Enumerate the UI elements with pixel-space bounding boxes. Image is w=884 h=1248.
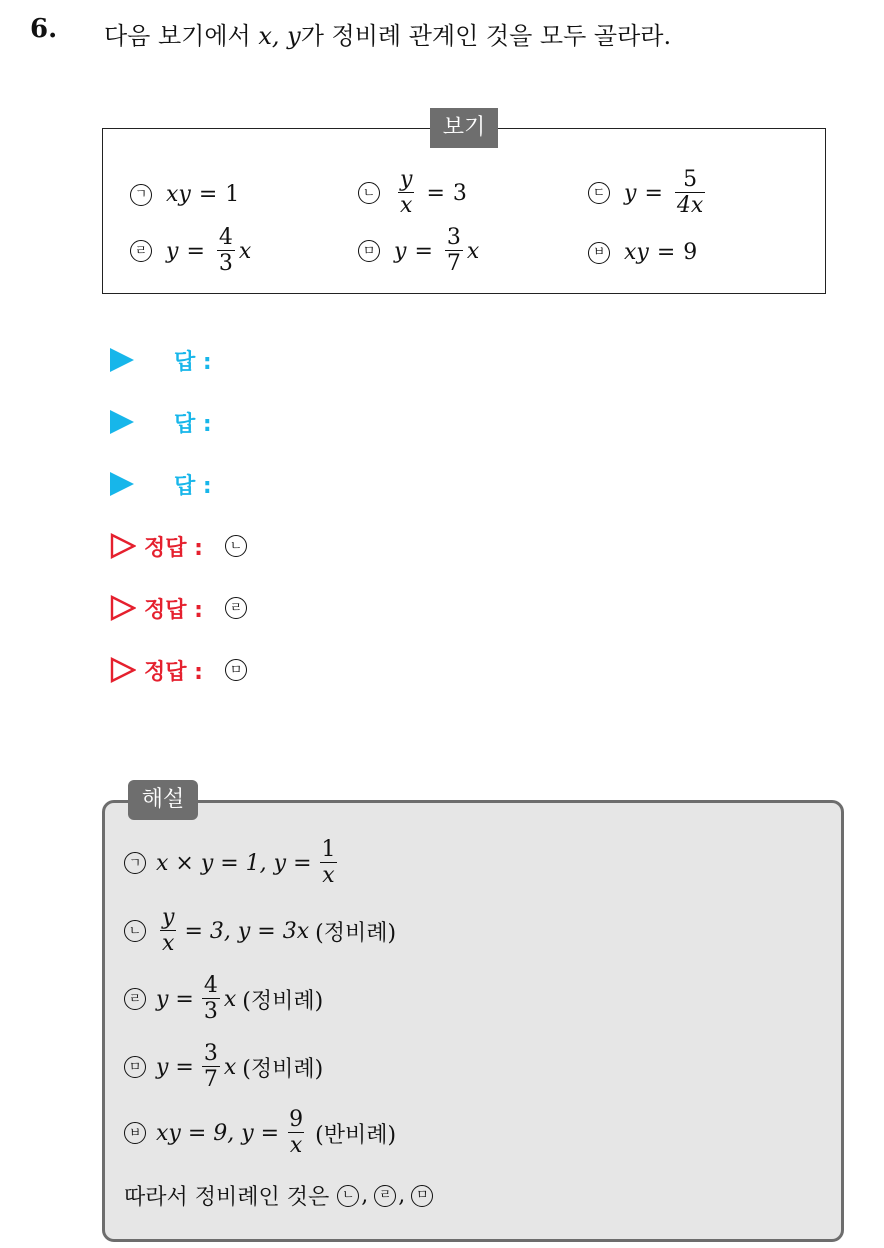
explanation-line-5: ㅂ xy = 9, y = $\frac{9}{x}$ (반비례) xyxy=(124,1108,396,1158)
question-vars: x, y xyxy=(258,22,301,50)
bogi-option-4: ㄹ y = $\frac{4}{3}$ x xyxy=(130,226,251,276)
correct-row-2 xyxy=(110,590,261,626)
correct-label: 정답 : xyxy=(144,597,203,623)
bogi-option-6: ㅂ xy = 9 xyxy=(588,240,697,265)
explanation-line-2: ㄴ $\frac{y}{x}$ = 3, y = 3x (정비례) xyxy=(124,906,396,956)
bogi-option-2: ㄴ $\frac{y}{x}$ = 3 xyxy=(358,168,467,218)
correct-value: ㄴ xyxy=(225,535,247,557)
explanation-line-4: ㅁ y = $\frac{3}{7}$ x (정비례) xyxy=(124,1042,323,1092)
answer-row-1 xyxy=(110,342,212,378)
explanation-line-1: ㄱ x × y = 1, y = $\frac{1}{x}$ xyxy=(124,838,342,888)
explanation-label: 해설 xyxy=(128,780,198,820)
option-2-fraction: $\frac{y}{x}$ xyxy=(400,167,413,219)
question-number: 6. xyxy=(30,14,58,44)
correct-label: 정답 : xyxy=(144,535,203,561)
answer-row-3 xyxy=(110,466,212,502)
option-5-fraction: $\frac{3}{7}$ xyxy=(446,225,461,277)
option-1-rhs: 1 xyxy=(225,182,240,207)
question-text-before: 다음 보기에서 xyxy=(104,22,259,50)
correct-label: 정답 : xyxy=(144,659,203,685)
filled-triangle-icon xyxy=(110,348,134,372)
question-text xyxy=(104,16,671,51)
option-2-rhs: 3 xyxy=(452,180,467,206)
circle-mark-mieum: ㅁ xyxy=(358,240,380,262)
correct-value: ㄹ xyxy=(225,597,247,619)
bogi-option-3: ㄷ y = $\frac{5}{4x}$ xyxy=(588,168,709,218)
filled-triangle-icon xyxy=(110,410,134,434)
outline-triangle-icon xyxy=(110,595,136,621)
question-text-after: 가 정비례 관계인 것을 모두 골라라. xyxy=(300,22,672,50)
answer-label: 답 : xyxy=(174,411,212,437)
option-3-fraction: $\frac{5}{4x}$ xyxy=(676,167,704,219)
outline-triangle-icon xyxy=(110,657,136,683)
option-1-lhs: xy xyxy=(166,182,191,207)
correct-row-1 xyxy=(110,528,261,564)
circle-mark-digeut: ㄷ xyxy=(588,182,610,204)
correct-value: ㅁ xyxy=(225,659,247,681)
correct-row-3 xyxy=(110,652,261,688)
bogi-option-1: ㄱ xy = 1 xyxy=(130,182,239,207)
circle-mark-nieun: ㄴ xyxy=(358,182,380,204)
bogi-label: 보기 xyxy=(430,108,498,148)
answer-row-2 xyxy=(110,404,212,440)
answer-label: 답 : xyxy=(174,349,212,375)
circle-mark-giyeok: ㄱ xyxy=(130,184,152,206)
filled-triangle-icon xyxy=(110,472,134,496)
bogi-option-5: ㅁ y = $\frac{3}{7}$ x xyxy=(358,226,479,276)
circle-mark-rieul: ㄹ xyxy=(130,240,152,262)
circle-mark-bieup: ㅂ xyxy=(588,242,610,264)
outline-triangle-icon xyxy=(110,533,136,559)
option-4-fraction: $\frac{4}{3}$ xyxy=(218,225,233,277)
explanation-conclusion: 따라서 정비례인 것은 ㄴ , ㄹ , ㅁ xyxy=(124,1180,443,1211)
explanation-line-3: ㄹ y = $\frac{4}{3}$ x (정비례) xyxy=(124,974,323,1024)
answer-label: 답 : xyxy=(174,473,212,499)
conclusion-text: 따라서 정비례인 것은 xyxy=(124,1185,330,1210)
